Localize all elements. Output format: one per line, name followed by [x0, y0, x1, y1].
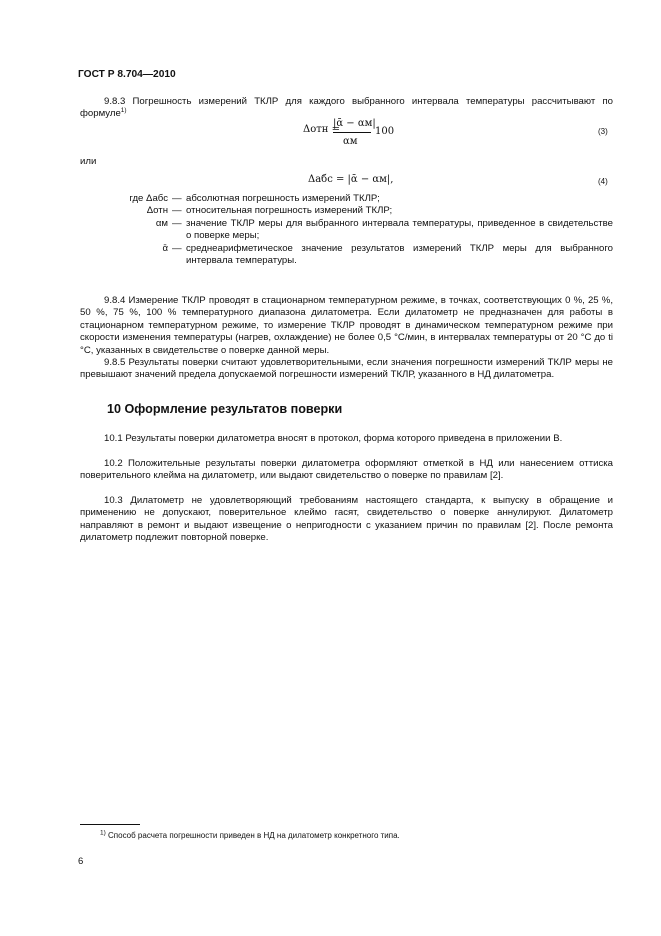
definition-text: среднеарифметическое значение результатов измерений ТКЛР меры для выбранного интервала температуры. [186, 242, 613, 267]
definition-row [80, 218, 613, 243]
equation-number-4: (4) [598, 177, 608, 186]
footnote-mark: 1) [100, 829, 106, 837]
page-number: 6 [78, 856, 84, 867]
definition-dash: — [172, 217, 182, 229]
paragraph-9-8-3-text: 9.8.3 Погрешность измерений ТКЛР для каждого выбранного интервала температуры рассчитывают по формуле [80, 96, 613, 120]
definition-dash: — [172, 193, 182, 204]
fraction-line [333, 132, 371, 133]
definition-row [80, 243, 613, 268]
definitions-list [80, 193, 613, 267]
paragraph-10-3 [80, 495, 613, 545]
paragraph-10-2 [80, 458, 613, 483]
formula-3-denominator: αм [343, 136, 358, 147]
section-title: 10 Оформление результатов поверки [107, 402, 343, 416]
paragraph-10-3-text: 10.3 Дилатометр не удовлетворяющий требованиям настоящего стандарта, к выпуску в обращение и применению не допускают, поверительное клеймо гасят, свидетельство о поверке аннулируют. Дилатометр направляют в ремонт и выдают извещение о непригодности с указанием причин по правилам [2]. После ремонта дилатометр подлежит повторной поверке. [80, 495, 613, 544]
formula-4: Δабс = |ᾱ − αм|, [308, 174, 394, 185]
footnote-text: Способ расчета погрешности приведен в НД на дилатометр конкретного типа. [108, 831, 400, 840]
definition-text: относительная погрешность измерений ТКЛР; [186, 205, 393, 217]
definition-symbol: ᾱ [162, 242, 168, 254]
or-text: или [80, 156, 97, 167]
definition-row [80, 193, 613, 205]
definition-symbol: αм [155, 217, 168, 229]
definition-dash: — [172, 242, 182, 254]
footnote-ref: 1) [120, 107, 127, 115]
footnote [100, 830, 400, 842]
definition-text: значение ТКЛР меры для выбранного интервала температуры, приведенное в свидетельстве о поверке меры; [186, 217, 613, 242]
footnote-rule [80, 824, 140, 825]
formula-3-lhs: Δотн = [303, 124, 340, 135]
paragraph-9-8-5-text: 9.8.5 Результаты поверки считают удовлетворительными, если значения погрешности измерений ТКЛР меры не превышают значений предела допускаемой погрешности измерений ТКЛР, указанного в НД дилатометра. [80, 357, 613, 381]
paragraph-9-8-4 [80, 295, 613, 357]
paragraph-10-1 [80, 433, 613, 445]
definition-row [80, 205, 613, 217]
document-header: ГОСТ Р 8.704—2010 [78, 69, 176, 80]
formula-3-multiplier: 100 [375, 126, 395, 137]
paragraph-10-2-text: 10.2 Положительные результаты поверки дилатометра оформляют отметкой в НД или нанесением оттиска поверительного клейма на дилатометр, или выдают свидетельство о поверке по правилам [2]. [80, 458, 613, 482]
paragraph-10-1-text: 10.1 Результаты поверки дилатометра вносят в протокол, форма которого приведена в приложении В. [104, 433, 563, 444]
definition-text: абсолютная погрешность измерений ТКЛР; [186, 193, 380, 204]
formula-3-numerator: |ᾱ − αм| [333, 118, 376, 129]
paragraph-9-8-5 [80, 357, 613, 382]
equation-number-3: (3) [598, 127, 608, 136]
definition-symbol: где Δабс [129, 193, 168, 204]
definition-dash: — [172, 205, 182, 217]
paragraph-9-8-4-text: 9.8.4 Измерение ТКЛР проводят в стационарном температурном режиме, в точках, соответствующих 0 %, 25 %, 50 %, 75 %, 100 % температурного диапазона дилатометра. Если дилатометр не предназначен для работы в стационарном температурном режиме, то измерение ТКЛР проводят в динамическом температурном режиме при скорости изменения температуры (нагрев, охлаждение) не более 0,5 °С/мин, в интервалах температуры от 20 °С до ti °С, указанных в свидетельстве о поверке данной меры. [80, 295, 613, 356]
definition-symbol: Δотн [146, 205, 168, 217]
